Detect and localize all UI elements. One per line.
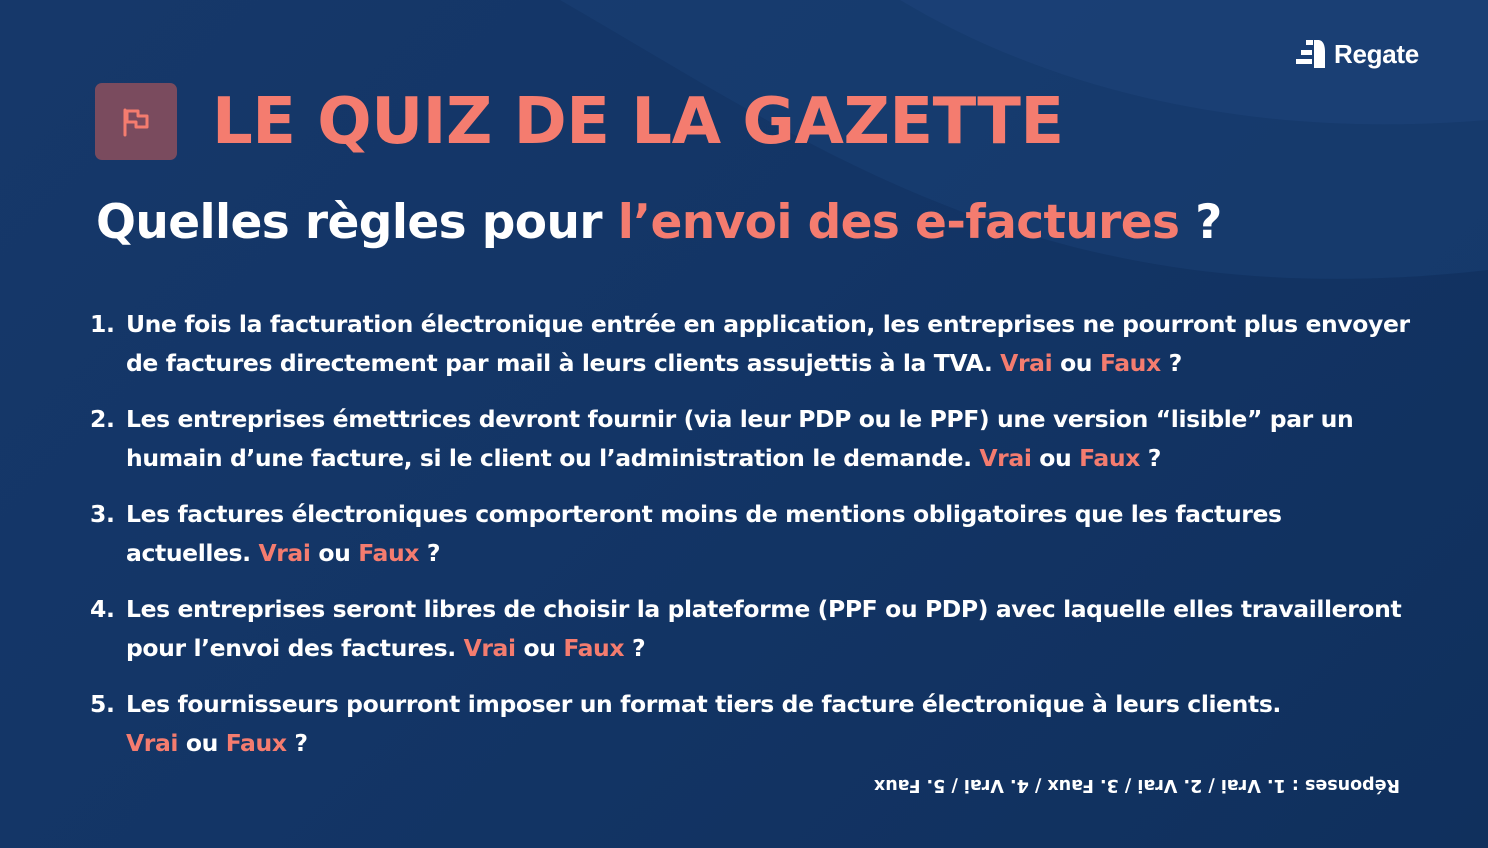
false-label: Faux	[1099, 349, 1161, 377]
quiz-title: LE QUIZ DE LA GAZETTE	[212, 85, 1064, 159]
question-text: Les entreprises émettrices devront fournir (via leur PDP ou le PPF) une version “lisible” par un humain d’une facture, si le client ou l’administration le demande.	[126, 405, 1354, 472]
true-label: Vrai	[1000, 349, 1053, 377]
flag-icon	[119, 105, 153, 139]
flag-badge	[95, 83, 177, 160]
true-label: Vrai	[126, 729, 179, 757]
question-mark: ?	[294, 729, 308, 757]
brand-name: Regate	[1334, 38, 1419, 69]
question-item	[90, 495, 1410, 573]
or-label: ou	[185, 729, 218, 757]
question-item	[90, 400, 1410, 478]
question-number: 4.	[90, 595, 115, 623]
regate-logo-icon	[1294, 38, 1326, 70]
false-label: Faux	[1079, 444, 1140, 472]
or-label: ou	[1060, 349, 1093, 377]
or-label: ou	[523, 634, 556, 662]
subtitle-end: ?	[1179, 195, 1222, 250]
question-text: Les fournisseurs pourront imposer un format tiers de facture électronique à leurs clients.	[126, 690, 1281, 718]
question-list	[90, 305, 1410, 780]
question-mark: ?	[1168, 349, 1182, 377]
question-text: Les entreprises seront libres de choisir la plateforme (PPF ou PDP) avec laquelle elles travailleront pour l’envoi des factures.	[126, 595, 1402, 662]
subtitle-text: Quelles règles pour	[96, 195, 618, 250]
false-label: Faux	[358, 539, 420, 567]
upside-down-answers: Réponses : 1. Vrai / 2. Vrai / 3. Faux / 4. Vrai / 5. Faux	[873, 775, 1400, 795]
question-item	[90, 685, 1410, 763]
regate-logo	[1294, 36, 1419, 72]
question-number: 5.	[90, 690, 115, 718]
question-mark: ?	[631, 634, 646, 662]
question-number: 3.	[90, 500, 115, 528]
question-item	[90, 590, 1410, 668]
true-label: Vrai	[463, 634, 516, 662]
question-mark: ?	[426, 539, 441, 567]
or-label: ou	[318, 539, 351, 567]
subtitle-accent: l’envoi des e-factures	[617, 195, 1180, 250]
question-item	[90, 305, 1410, 383]
quiz-subtitle	[96, 190, 1222, 256]
question-text: Une fois la facturation électronique entrée en application, les entreprises ne pourront plus envoyer de factures directement par mail à leurs clients assujettis à la TVA.	[126, 310, 1410, 377]
false-label: Faux	[225, 729, 287, 757]
question-text: Les factures électroniques comporteront moins de mentions obligatoires que les factures actuelles.	[126, 500, 1282, 567]
question-number: 2.	[90, 405, 115, 433]
true-label: Vrai	[258, 539, 311, 567]
true-label: Vrai	[979, 444, 1032, 472]
false-label: Faux	[563, 634, 625, 662]
question-number: 1.	[90, 310, 115, 338]
question-mark: ?	[1147, 444, 1162, 472]
or-label: ou	[1039, 444, 1072, 472]
